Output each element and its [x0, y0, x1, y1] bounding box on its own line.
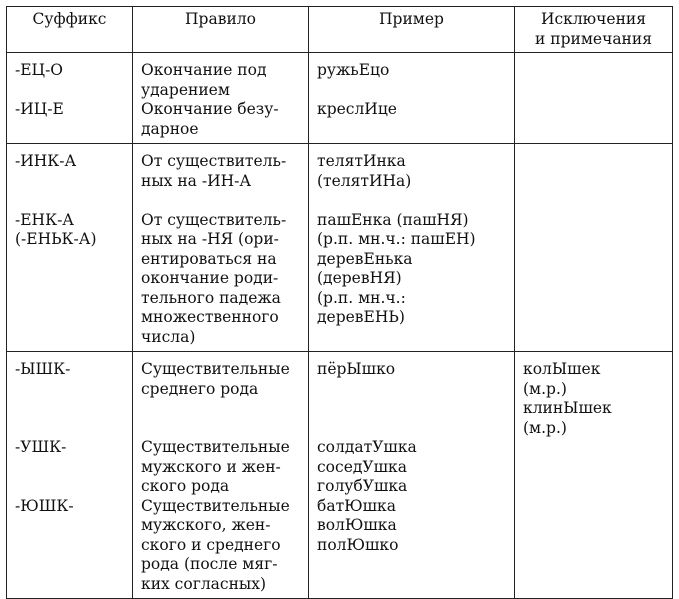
header-exceptions: Исключения и примечания — [515, 7, 673, 53]
example-line: пёрЫшко — [317, 360, 396, 378]
cell-block — [523, 152, 664, 211]
rule-line: Окончание под — [141, 61, 267, 79]
example-line: пашЕнка (пашНЯ) — [317, 210, 469, 229]
rule-line: мужского, жен- — [141, 516, 271, 534]
rule-line: ентироваться на — [141, 249, 277, 268]
suffix-line: -ИЦ-Е — [15, 100, 64, 118]
rule-line: среднего рода — [141, 379, 259, 398]
example-line: волЮшка — [317, 516, 397, 534]
cell-block — [141, 211, 300, 348]
exceptions-line: колЫшек — [523, 360, 601, 378]
rule-cell — [133, 53, 309, 144]
exceptions-line: (м.р.) — [523, 418, 567, 437]
rule-line: множественного — [141, 308, 279, 326]
rule-line: Существительные — [141, 496, 290, 515]
cell-block — [141, 61, 300, 100]
rule-line: окончание роди- — [141, 269, 279, 287]
example-line: (р.п. мн.ч.: пашЕН) — [317, 230, 476, 248]
rule-line: рода (после мяг- — [141, 555, 278, 573]
cell-block — [15, 211, 124, 348]
header-row — [7, 7, 673, 53]
rule-line: От существитель- — [141, 210, 287, 229]
exceptions-cell — [515, 352, 673, 599]
exceptions-line: (м.р.) — [523, 379, 567, 398]
example-line: полЮшко — [317, 535, 399, 554]
suffix-line: -ЮШК- — [15, 496, 74, 515]
rule-line: ных на -НЯ (ори- — [141, 230, 279, 248]
suffix-line: -ЕЦ-О — [15, 61, 64, 79]
example-line: солдатУшка — [317, 438, 417, 456]
cell-block — [15, 360, 124, 438]
exceptions-cell — [515, 144, 673, 352]
cell-block — [141, 360, 300, 438]
example-cell — [309, 53, 515, 144]
header-rule: Правило — [133, 7, 309, 53]
rule-line: ударением — [141, 80, 230, 99]
example-line: телятИнка — [317, 152, 406, 170]
cell-block — [317, 211, 506, 348]
example-line: деревЕнька — [317, 249, 413, 268]
cell-block — [317, 438, 506, 497]
header-example: Пример — [309, 7, 515, 53]
suffix-cell — [7, 53, 133, 144]
table-row — [7, 53, 673, 144]
example-line: соседУшка — [317, 457, 407, 476]
rule-line: числа) — [141, 327, 196, 346]
suffix-line: -ЫШК- — [15, 360, 71, 378]
rule-line: Окончание безу- — [141, 100, 279, 118]
cell-block — [15, 438, 124, 497]
suffix-cell — [7, 352, 133, 599]
suffix-cell — [7, 144, 133, 352]
example-line: ружьЕцо — [317, 61, 390, 79]
suffix-line: -ИНК-А — [15, 152, 77, 170]
example-line: креслИце — [317, 100, 397, 118]
table-row — [7, 144, 673, 352]
cell-block — [523, 497, 664, 595]
suffix-line: (-ЕНЬК-А) — [15, 230, 97, 248]
rule-cell — [133, 144, 309, 352]
cell-block — [523, 360, 664, 438]
cell-block — [141, 100, 300, 139]
exceptions-line: клинЫшек — [523, 399, 612, 417]
example-line: (р.п. мн.ч.: — [317, 288, 406, 307]
cell-block — [141, 438, 300, 497]
rule-line: ких согласных) — [141, 574, 267, 593]
cell-block — [141, 152, 300, 211]
example-line: голубУшка — [317, 477, 408, 495]
example-line: деревЕНЬ) — [317, 308, 405, 326]
rule-cell — [133, 352, 309, 599]
cell-block — [523, 100, 664, 139]
example-line: батЮшка — [317, 496, 396, 515]
cell-block — [141, 497, 300, 595]
cell-block — [317, 497, 506, 595]
suffix-line: -УШК- — [15, 438, 67, 456]
cell-block — [523, 211, 664, 348]
table-row — [7, 352, 673, 599]
rule-line: ского и среднего — [141, 535, 281, 554]
rule-line: ных на -ИН-А — [141, 171, 252, 190]
cell-block — [317, 360, 506, 438]
cell-block — [317, 61, 506, 100]
cell-block — [15, 61, 124, 100]
cell-block — [317, 152, 506, 211]
rule-line: Существительные — [141, 360, 290, 378]
example-cell — [309, 144, 515, 352]
cell-block — [523, 438, 664, 497]
suffix-rules-table — [6, 6, 673, 599]
example-cell — [309, 352, 515, 599]
example-line: (деревНЯ) — [317, 269, 402, 287]
rule-line: тельного падежа — [141, 288, 281, 307]
rule-line: мужского и жен- — [141, 457, 281, 476]
rule-line: Существительные — [141, 438, 290, 456]
header-suffix: Суффикс — [7, 7, 133, 53]
rule-line: ского рода — [141, 477, 230, 495]
cell-block — [15, 152, 124, 211]
cell-block — [15, 497, 124, 595]
rule-line: дарное — [141, 119, 199, 138]
cell-block — [317, 100, 506, 139]
cell-block — [523, 61, 664, 100]
exceptions-cell — [515, 53, 673, 144]
suffix-line: -ЕНК-А — [15, 210, 75, 229]
cell-block — [15, 100, 124, 139]
example-line: (телятИНа) — [317, 171, 412, 190]
rule-line: От существитель- — [141, 152, 287, 170]
